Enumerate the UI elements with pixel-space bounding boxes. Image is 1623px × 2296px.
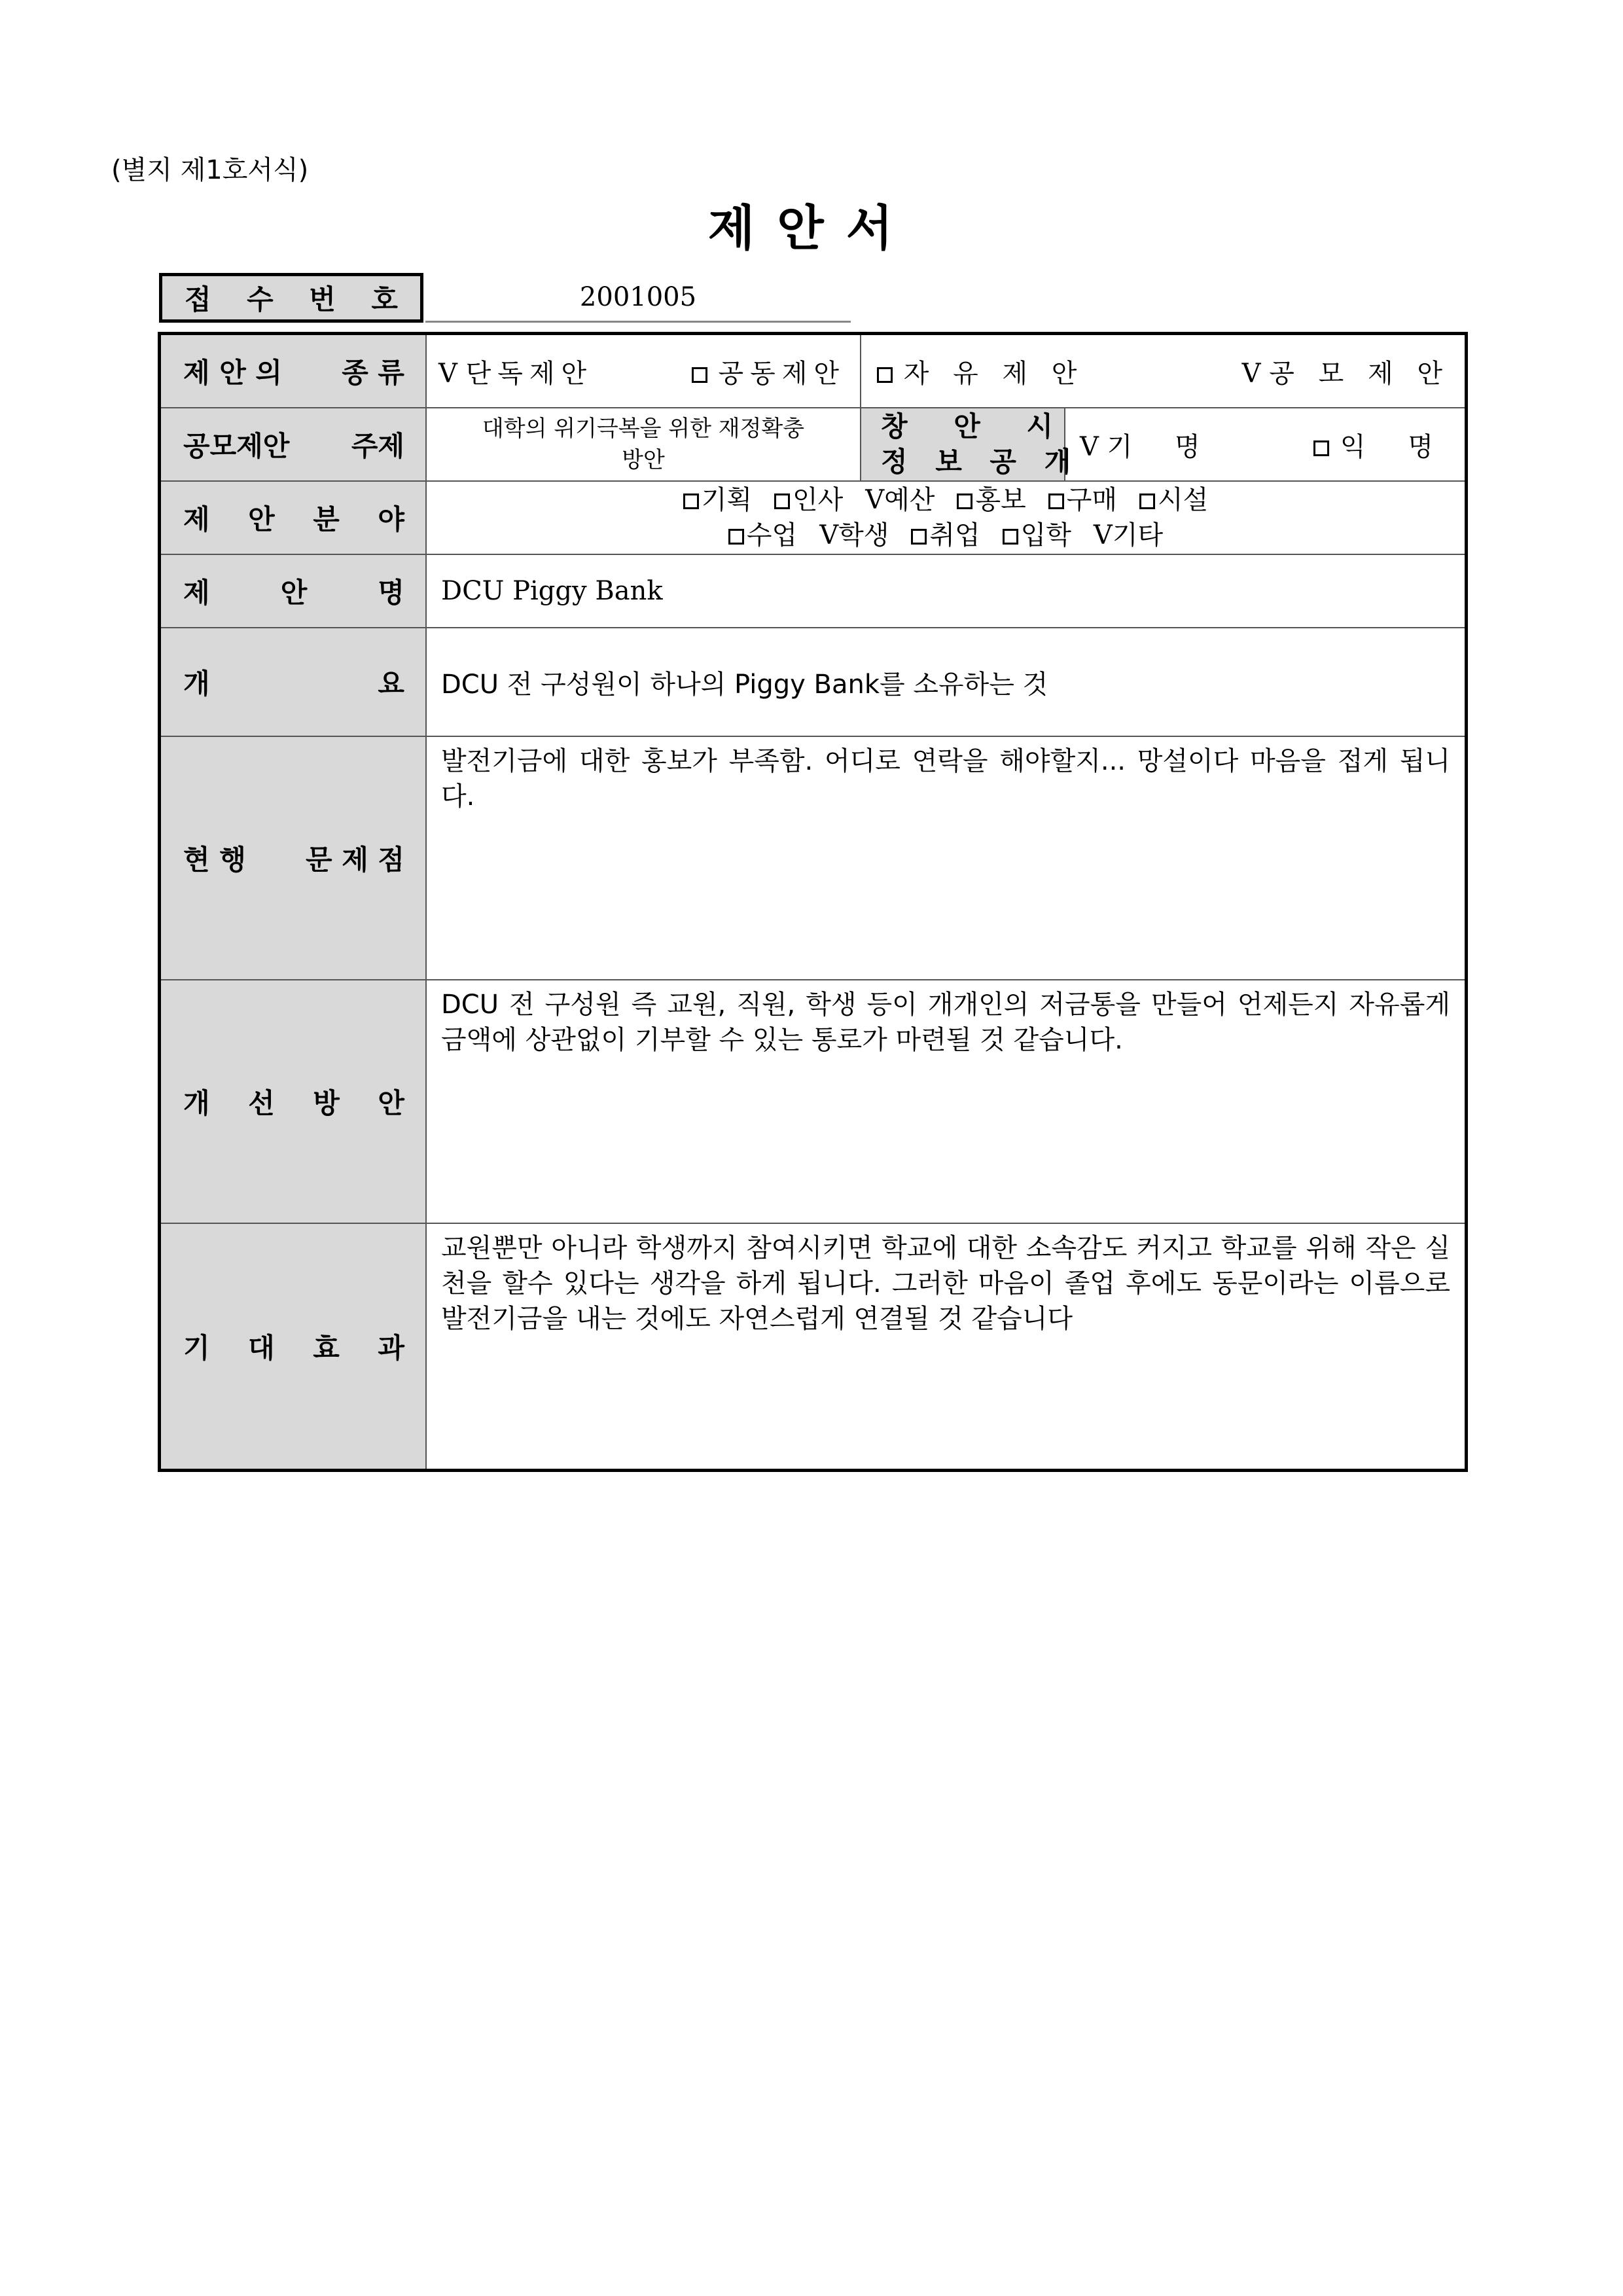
disclosure-options [1065,408,1465,482]
field-options-row-2 [728,518,1163,553]
field-options-row-1 [683,482,1209,518]
check-mark-icon: V [819,520,839,550]
proposal-form [158,332,1468,1472]
field-option-label: 학생 [838,520,889,550]
field-option-label: 구매 [1066,485,1117,515]
improvement-plan-label: 개 선 방 안 [161,980,427,1224]
checkbox-icon [877,367,893,383]
checkbox-icon [774,493,790,509]
proposal-type-label: 제 안 의 종 류 [161,335,427,408]
proposal-type-group-1 [427,335,861,408]
field-option-r1-1[interactable] [774,485,843,515]
proposal-field-label: 제 안 분 야 [161,482,427,555]
checkbox-icon [683,493,699,509]
proposal-field-options [427,482,1465,555]
improvement-plan-value: DCU 전 구성원 즉 교원, 직원, 학생 등이 개개인의 저금통을 만들어 언제든지 자유롭게 금액에 상관없이 기부할 수 있는 통로가 마련될 것 같습니다. [427,980,1465,1224]
document-title: 제안서 [707,200,916,257]
field-option-label: 홍보 [975,485,1026,515]
field-option-label: 취업 [929,520,980,550]
check-mark-icon: V [1093,520,1113,550]
contest-topic-value: 대학의 위기극복을 위한 재정확충 방안 [427,408,861,482]
field-option-label: 기타 [1112,520,1164,550]
field-option-r1-2[interactable] [865,485,935,515]
form-number-label: (별지 제1호서식) [111,155,309,185]
checkbox-icon [1139,493,1155,509]
named-option[interactable]: V 기 명 [1080,431,1217,462]
single-proposal-option[interactable]: V 단독제안 [438,358,594,389]
field-option-r2-2[interactable] [911,520,980,550]
checkbox-icon [1003,529,1018,545]
field-option-r1-0[interactable] [683,485,752,515]
field-option-label: 입학 [1020,520,1071,550]
check-mark-icon: V [1241,358,1261,389]
proposal-name-label: 제 안 명 [161,555,427,628]
field-option-r1-4[interactable] [1048,485,1117,515]
field-option-label: 시설 [1158,485,1209,515]
field-option-r2-3[interactable] [1003,520,1071,550]
contest-proposal-option[interactable]: V 공 모 제 안 [1241,358,1450,389]
checkbox-icon [911,529,927,545]
anonymous-option[interactable]: 익 명 [1313,426,1450,463]
free-proposal-option[interactable]: 자 유 제 안 [877,353,1084,390]
field-option-r1-5[interactable] [1139,485,1208,515]
check-mark-icon: V [1080,431,1099,462]
expected-effect-value: 교원뿐만 아니라 학생까지 참여시키면 학교에 대한 소속감도 커지고 학교를 위해 작은 실천을 할수 있다는 생각을 하게 됩니다. 그러한 마음이 졸업 후에도 동문이라는 이름으로 발전기금을 내는 것에도 자연스럽게 연결될 것 같습니다 [441,1233,1450,1334]
checkbox-icon [1313,440,1329,456]
checkbox-icon [957,493,972,509]
field-option-label: 인사 [792,485,844,515]
field-option-r1-3[interactable] [957,485,1026,515]
summary-label: 개 요 [161,628,427,737]
disclosure-label: 창 안 시 정 보 공 개 [861,408,1065,482]
field-option-label: 예산 [884,485,935,515]
proposal-name-value: DCU Piggy Bank [427,555,1465,628]
receipt-number-label: 접 수 번 호 [159,273,423,323]
current-problem-label: 현 행 문 제 점 [161,737,427,980]
contest-topic-label: 공모제안 주제 [161,408,427,482]
check-mark-icon: V [438,358,457,389]
receipt-number-value: 2001005 [425,273,851,323]
current-problem-value: 발전기금에 대한 홍보가 부족함. 어디로 연락을 해야할지... 망설이다 마음을 접게 됩니다. [427,737,1465,980]
field-option-r2-4[interactable] [1094,520,1163,550]
checkbox-icon [728,529,744,545]
summary-value: DCU 전 구성원이 하나의 Piggy Bank를 소유하는 것 [427,628,1465,737]
field-option-r2-0[interactable] [728,520,797,550]
joint-proposal-option[interactable]: 공동제안 [692,353,846,390]
checkbox-icon [1048,493,1064,509]
checkbox-icon [692,367,707,383]
field-option-r2-1[interactable] [819,520,889,550]
proposal-type-group-2 [861,335,1465,408]
field-option-label: 수업 [746,520,798,550]
field-option-label: 기획 [701,485,752,515]
expected-effect-label: 기 대 효 과 [161,1224,427,1469]
check-mark-icon: V [865,485,885,515]
